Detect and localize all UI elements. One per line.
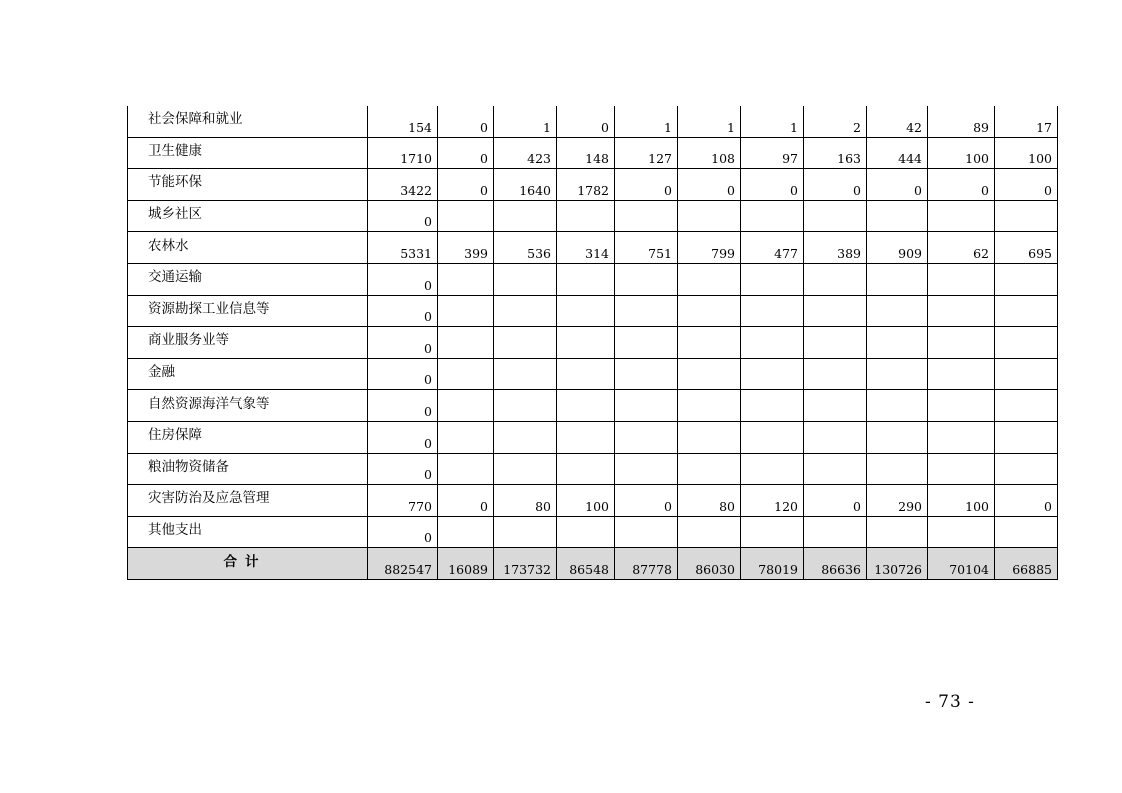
value-cell: 1782 bbox=[557, 169, 615, 201]
value-cell: 1640 bbox=[494, 169, 557, 201]
value-cell: 16089 bbox=[438, 548, 494, 580]
value-cell bbox=[928, 390, 995, 422]
value-cell bbox=[928, 453, 995, 485]
value-cell: 86548 bbox=[557, 548, 615, 580]
value-cell: 66885 bbox=[995, 548, 1058, 580]
value-cell: 0 bbox=[804, 485, 867, 517]
value-cell: 0 bbox=[368, 327, 438, 359]
value-cell bbox=[928, 327, 995, 359]
value-cell bbox=[741, 421, 804, 453]
value-cell bbox=[741, 390, 804, 422]
value-cell: 1710 bbox=[368, 137, 438, 169]
value-cell: 0 bbox=[368, 453, 438, 485]
row-label: 城乡社区 bbox=[128, 200, 368, 232]
value-cell: 0 bbox=[615, 485, 678, 517]
value-cell: 3422 bbox=[368, 169, 438, 201]
value-cell bbox=[557, 295, 615, 327]
value-cell: 100 bbox=[995, 137, 1058, 169]
value-cell bbox=[995, 327, 1058, 359]
row-label: 自然资源海洋气象等 bbox=[128, 390, 368, 422]
value-cell bbox=[438, 263, 494, 295]
value-cell bbox=[678, 390, 741, 422]
value-cell bbox=[438, 453, 494, 485]
value-cell bbox=[741, 200, 804, 232]
value-cell bbox=[615, 295, 678, 327]
value-cell: 0 bbox=[368, 295, 438, 327]
value-cell bbox=[494, 200, 557, 232]
value-cell: 70104 bbox=[928, 548, 995, 580]
value-cell: 444 bbox=[867, 137, 928, 169]
value-cell bbox=[804, 516, 867, 548]
value-cell bbox=[494, 453, 557, 485]
value-cell: 86636 bbox=[804, 548, 867, 580]
value-cell bbox=[438, 421, 494, 453]
value-cell bbox=[438, 200, 494, 232]
value-cell: 0 bbox=[368, 516, 438, 548]
value-cell: 0 bbox=[368, 200, 438, 232]
value-cell: 399 bbox=[438, 232, 494, 264]
value-cell bbox=[678, 516, 741, 548]
value-cell bbox=[438, 327, 494, 359]
value-cell bbox=[494, 516, 557, 548]
value-cell bbox=[741, 295, 804, 327]
row-label: 社会保障和就业 bbox=[128, 106, 368, 137]
page-number: - 73 - bbox=[925, 692, 975, 712]
value-cell bbox=[867, 453, 928, 485]
value-cell: 423 bbox=[494, 137, 557, 169]
value-cell: 799 bbox=[678, 232, 741, 264]
value-cell: 2 bbox=[804, 106, 867, 137]
table-body bbox=[128, 106, 1058, 579]
value-cell bbox=[928, 358, 995, 390]
value-cell bbox=[678, 453, 741, 485]
value-cell bbox=[438, 295, 494, 327]
table-row bbox=[128, 137, 1058, 169]
value-cell: 909 bbox=[867, 232, 928, 264]
value-cell: 0 bbox=[867, 169, 928, 201]
value-cell bbox=[741, 453, 804, 485]
value-cell bbox=[557, 516, 615, 548]
value-cell bbox=[494, 295, 557, 327]
value-cell bbox=[804, 358, 867, 390]
value-cell bbox=[741, 263, 804, 295]
table-row bbox=[128, 200, 1058, 232]
value-cell: 0 bbox=[741, 169, 804, 201]
table-row bbox=[128, 232, 1058, 264]
value-cell: 86030 bbox=[678, 548, 741, 580]
value-cell bbox=[804, 421, 867, 453]
value-cell: 62 bbox=[928, 232, 995, 264]
value-cell bbox=[494, 327, 557, 359]
value-cell: 0 bbox=[615, 169, 678, 201]
value-cell: 0 bbox=[928, 169, 995, 201]
value-cell: 0 bbox=[368, 263, 438, 295]
value-cell: 477 bbox=[741, 232, 804, 264]
row-label: 节能环保 bbox=[128, 169, 368, 201]
table-row bbox=[128, 453, 1058, 485]
value-cell: 78019 bbox=[741, 548, 804, 580]
row-label: 金融 bbox=[128, 358, 368, 390]
row-label: 粮油物资储备 bbox=[128, 453, 368, 485]
value-cell: 89 bbox=[928, 106, 995, 137]
value-cell: 314 bbox=[557, 232, 615, 264]
row-label: 资源勘探工业信息等 bbox=[128, 295, 368, 327]
budget-table bbox=[127, 106, 1058, 580]
value-cell: 1 bbox=[741, 106, 804, 137]
table-row bbox=[128, 421, 1058, 453]
row-label: 合计 bbox=[128, 548, 368, 580]
table-row bbox=[128, 106, 1058, 137]
value-cell bbox=[804, 295, 867, 327]
value-cell bbox=[928, 263, 995, 295]
value-cell bbox=[995, 421, 1058, 453]
value-cell bbox=[867, 200, 928, 232]
value-cell bbox=[804, 263, 867, 295]
value-cell: 695 bbox=[995, 232, 1058, 264]
value-cell bbox=[867, 263, 928, 295]
value-cell: 0 bbox=[438, 106, 494, 137]
value-cell bbox=[557, 263, 615, 295]
value-cell bbox=[995, 200, 1058, 232]
table-row bbox=[128, 485, 1058, 517]
value-cell bbox=[867, 327, 928, 359]
value-cell bbox=[995, 453, 1058, 485]
table-row bbox=[128, 327, 1058, 359]
value-cell bbox=[678, 421, 741, 453]
value-cell bbox=[995, 358, 1058, 390]
table-row bbox=[128, 169, 1058, 201]
value-cell bbox=[494, 390, 557, 422]
row-label: 商业服务业等 bbox=[128, 327, 368, 359]
value-cell bbox=[494, 263, 557, 295]
value-cell: 42 bbox=[867, 106, 928, 137]
value-cell bbox=[804, 200, 867, 232]
value-cell: 100 bbox=[928, 485, 995, 517]
value-cell bbox=[557, 327, 615, 359]
value-cell: 80 bbox=[494, 485, 557, 517]
value-cell: 163 bbox=[804, 137, 867, 169]
value-cell bbox=[615, 200, 678, 232]
value-cell: 882547 bbox=[368, 548, 438, 580]
value-cell bbox=[494, 421, 557, 453]
value-cell: 1 bbox=[494, 106, 557, 137]
value-cell: 17 bbox=[995, 106, 1058, 137]
value-cell: 0 bbox=[995, 169, 1058, 201]
value-cell: 80 bbox=[678, 485, 741, 517]
value-cell bbox=[557, 200, 615, 232]
value-cell: 0 bbox=[368, 390, 438, 422]
value-cell bbox=[804, 390, 867, 422]
value-cell bbox=[678, 327, 741, 359]
value-cell: 1 bbox=[615, 106, 678, 137]
row-label: 农林水 bbox=[128, 232, 368, 264]
value-cell: 770 bbox=[368, 485, 438, 517]
value-cell: 148 bbox=[557, 137, 615, 169]
value-cell bbox=[557, 390, 615, 422]
value-cell: 0 bbox=[995, 485, 1058, 517]
value-cell: 0 bbox=[804, 169, 867, 201]
value-cell: 0 bbox=[438, 485, 494, 517]
value-cell: 5331 bbox=[368, 232, 438, 264]
value-cell bbox=[557, 453, 615, 485]
value-cell: 1 bbox=[678, 106, 741, 137]
value-cell bbox=[678, 263, 741, 295]
value-cell bbox=[494, 358, 557, 390]
value-cell: 108 bbox=[678, 137, 741, 169]
value-cell bbox=[995, 390, 1058, 422]
value-cell bbox=[928, 295, 995, 327]
value-cell bbox=[615, 453, 678, 485]
value-cell bbox=[678, 358, 741, 390]
value-cell bbox=[678, 295, 741, 327]
value-cell: 0 bbox=[438, 169, 494, 201]
value-cell: 0 bbox=[438, 137, 494, 169]
table-row bbox=[128, 295, 1058, 327]
value-cell bbox=[615, 390, 678, 422]
value-cell bbox=[867, 390, 928, 422]
table-row bbox=[128, 358, 1058, 390]
value-cell: 389 bbox=[804, 232, 867, 264]
value-cell bbox=[678, 200, 741, 232]
value-cell bbox=[615, 421, 678, 453]
value-cell: 290 bbox=[867, 485, 928, 517]
row-label: 灾害防治及应急管理 bbox=[128, 485, 368, 517]
value-cell bbox=[557, 421, 615, 453]
row-label: 卫生健康 bbox=[128, 137, 368, 169]
value-cell bbox=[741, 516, 804, 548]
value-cell bbox=[615, 263, 678, 295]
value-cell: 97 bbox=[741, 137, 804, 169]
value-cell: 0 bbox=[368, 358, 438, 390]
value-cell bbox=[928, 516, 995, 548]
value-cell bbox=[438, 358, 494, 390]
value-cell bbox=[615, 358, 678, 390]
value-cell bbox=[615, 516, 678, 548]
value-cell: 87778 bbox=[615, 548, 678, 580]
value-cell: 751 bbox=[615, 232, 678, 264]
value-cell bbox=[928, 200, 995, 232]
value-cell bbox=[867, 421, 928, 453]
value-cell: 536 bbox=[494, 232, 557, 264]
value-cell: 127 bbox=[615, 137, 678, 169]
value-cell: 100 bbox=[928, 137, 995, 169]
value-cell bbox=[438, 390, 494, 422]
value-cell bbox=[804, 327, 867, 359]
table-row bbox=[128, 390, 1058, 422]
value-cell bbox=[928, 421, 995, 453]
value-cell bbox=[741, 358, 804, 390]
value-cell bbox=[438, 516, 494, 548]
value-cell: 100 bbox=[557, 485, 615, 517]
table-row bbox=[128, 263, 1058, 295]
value-cell: 0 bbox=[557, 106, 615, 137]
value-cell bbox=[867, 358, 928, 390]
value-cell: 0 bbox=[678, 169, 741, 201]
table-row bbox=[128, 516, 1058, 548]
value-cell bbox=[867, 295, 928, 327]
value-cell bbox=[741, 327, 804, 359]
row-label: 交通运输 bbox=[128, 263, 368, 295]
value-cell: 120 bbox=[741, 485, 804, 517]
value-cell bbox=[615, 327, 678, 359]
value-cell bbox=[867, 516, 928, 548]
value-cell: 0 bbox=[368, 421, 438, 453]
value-cell bbox=[804, 453, 867, 485]
value-cell: 173732 bbox=[494, 548, 557, 580]
value-cell bbox=[995, 295, 1058, 327]
row-label: 其他支出 bbox=[128, 516, 368, 548]
row-label: 住房保障 bbox=[128, 421, 368, 453]
total-row bbox=[128, 548, 1058, 580]
value-cell bbox=[995, 516, 1058, 548]
value-cell bbox=[557, 358, 615, 390]
value-cell bbox=[995, 263, 1058, 295]
value-cell: 130726 bbox=[867, 548, 928, 580]
value-cell: 154 bbox=[368, 106, 438, 137]
